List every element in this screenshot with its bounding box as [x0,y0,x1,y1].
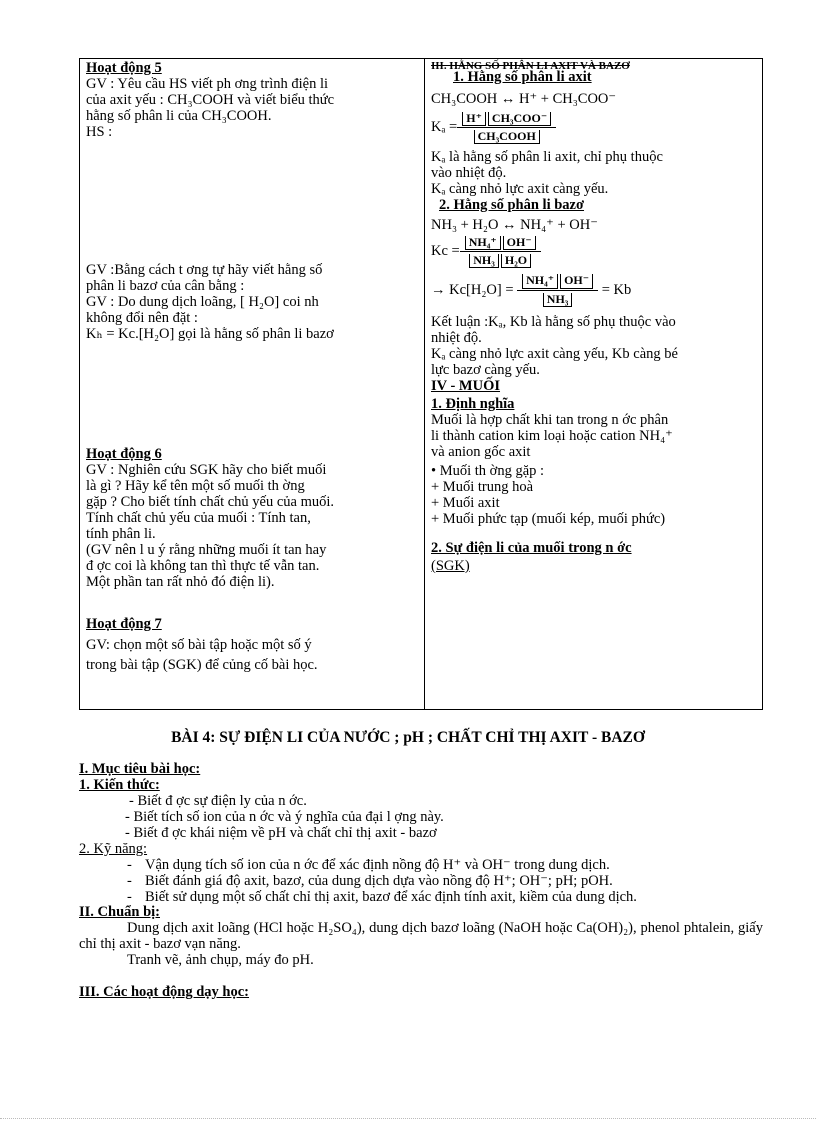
kc-formula [431,236,754,268]
activity-5-line: hằng số phân li của CH₃COOH. [86,107,272,124]
preparation-line: Tranh vẽ, ảnh chụp, máy đo pH. [127,952,314,969]
knowledge-item: - Biết tích số ion của n ớc và ý nghĩa của đại l ợng này. [125,808,444,825]
skills-item: - Vận dụng tích số ion của n ớc để xác định nồng độ H⁺ và OH⁻ trong dung dịch. [127,856,610,873]
base-line: GV : Do dung dịch loãng, [ H₂O] coi nh [86,293,319,310]
activity-6-line: Tính chất chủ yếu của muối : Tính tan, [86,509,311,526]
base-line: GV :Bằng cách t ơng tự hãy viết hằng số [86,262,323,278]
sgk-reference: (SGK) [431,557,470,574]
acid-equation: CH₃COOH ↔ H⁺ + CH₃COO⁻ [431,91,617,108]
lesson-table [79,58,763,710]
activity-6-line: GV : Nghiên cứu SGK hãy cho biết muối [86,461,327,478]
acid-constant-heading: 1. Hằng số phân li axit [453,69,592,86]
knowledge-item: - Biết đ ợc khái niệm về pH và chất chỉ thị axit - bazơ [125,824,437,841]
activity-6-heading: Hoạt động 6 [86,446,162,462]
activity-5-line: HS : [86,123,113,140]
activity-6-line: tính phân li. [86,525,156,542]
kc-num-hydroxide: OH⁻ [503,236,536,250]
kc-num-ammonium: NH₄⁺ [465,236,501,250]
knowledge-heading: 1. Kiến thức: [79,776,160,793]
conclusion-line: Kết luận :Kₐ, Kb là hằng số phụ thuộc vào [431,313,676,330]
activity-5-heading: Hoạt động 5 [86,60,162,76]
activity-6 [86,447,416,590]
objectives-heading: I. Mục tiêu bài học: [79,761,201,777]
activity-6-line: là gì ? Hãy kể tên một số muối th ờng [86,477,305,494]
salt-line: + Muối axit [431,495,500,512]
base-constant-heading: 2. Hằng số phân li bazơ [439,197,585,214]
activity-5-line: của axit yếu : CH₃COOH và viết biểu thức [86,91,335,108]
section-4-heading: IV - MUỐI [431,377,501,394]
kb-formula [431,274,754,306]
base-line: không đổi nên đặt : [86,309,198,326]
activity-6-line: đ ợc coi là không tan thì thực tế vẫn tan. [86,557,320,574]
section-3 [431,60,754,575]
content-column [425,59,762,709]
ka-num-h: H⁺ [462,112,486,126]
activity-7-line: GV: chọn một số bài tập hoặc một số ý [86,636,312,653]
ka-formula [431,112,754,144]
page-bottom-divider [0,1118,816,1119]
salt-line: • Muối th ờng gặp : [431,463,545,480]
activity-6-line: gặp ? Cho biết tính chất chủ yếu của muối. [86,493,335,510]
ka-label: Kₐ = [431,119,458,136]
kc-fraction [460,236,541,268]
conclusion-line: lực bazơ càng yếu. [431,361,540,378]
base-constant-block [86,263,416,343]
conclusion-line: Kₐ càng nhỏ lực axit càng yếu, Kb càng bé [431,345,678,362]
definition-line: Muối là hợp chất khi tan trong n ớc phân [431,412,669,429]
kc-label: Kc = [431,243,460,260]
skills-item: - Biết đánh giá độ axit, bazơ, của dung dịch dựa vào nồng độ H⁺; OH⁻; pH; pOH. [127,872,613,889]
ka-fraction [457,112,556,144]
activity-7 [86,617,416,674]
ka-num-acetate: CH₃COO⁻ [488,112,551,126]
kb-den: NH₃ [543,293,573,307]
activity-5-line: GV : Yêu cầu HS viết ph ơng trình điện li [86,75,329,92]
skills-item: - Biết sử dụng một số chất chỉ thị axit, bazơ để xác định tính axit, kiềm của dung dịch. [127,888,637,905]
ka-text: Kₐ là hằng số phân li axit, chỉ phụ thuộc [431,149,663,166]
kb-num-hydroxide: OH⁻ [560,274,593,288]
activity-7-line: trong bài tập (SGK) để củng cố bài học. [86,656,318,673]
skills-heading: 2. Kỹ năng: [79,840,148,857]
ka-den: CH₃COOH [474,130,540,144]
activity-6-line: (GV nên l u ý rằng những muối ít tan hay [86,541,327,558]
preparation-heading: II. Chuẩn bị: [79,904,160,921]
kb-num-ammonium: NH₄⁺ [522,274,558,288]
salt-ionization-heading: 2. Sự điện li của muối trong n ớc [431,539,632,556]
section-3-heading: III. HẰNG SỐ PHÂN LI AXIT VÀ BAZƠ [431,60,630,72]
definition-heading: 1. Định nghĩa [431,396,515,413]
conclusion-line: nhiệt độ. [431,329,482,346]
activities-heading: III. Các hoạt động dạy học: [79,984,249,1001]
base-equation: NH₃ + H₂O ↔ NH₄⁺ + OH⁻ [431,217,598,234]
salt-line: + Muối phức tạp (muối kép, muối phức) [431,511,666,528]
kb-fraction [517,274,598,306]
activity-7-heading: Hoạt động 7 [86,616,162,632]
lesson-title: BÀI 4: SỰ ĐIỆN LI CỦA NƯỚC ; pH ; CHẤT CHỈ THỊ AXIT - BAZƠ [171,729,645,746]
salt-line: + Muối trung hoà [431,479,534,496]
base-line: phân li bazơ của cân bằng : [86,277,245,294]
teacher-activity-column [80,59,425,709]
definition-line: và anion gốc axit [431,444,531,461]
ka-text: Kₐ càng nhỏ lực axit càng yếu. [431,181,609,198]
kb-suffix: = Kb [601,281,632,298]
kb-prefix: → Kc[H₂O] = [431,281,514,298]
objectives-section [79,762,763,1001]
kc-den-water: H₂O [501,254,531,268]
preparation-line: Dung dịch axit loãng (HCl hoặc H₂SO₄), dung dịch bazơ loãng (NaOH hoặc Ca(OH)₂), phenol phtalein, giấy chỉ thị axit - bazơ vạn năng. [79,920,763,953]
activity-5 [86,61,416,141]
definition-line: li thành cation kim loại hoặc cation NH₄⁺ [431,428,673,445]
knowledge-item: - Biết đ ợc sự điện ly của n ớc. [129,792,307,809]
base-line: Kₕ = Kc.[H₂O] gọi là hằng số phân li bazơ [86,325,334,342]
kc-den-ammonia: NH₃ [469,254,499,268]
ka-text: vào nhiệt độ. [431,165,507,182]
activity-6-line: Một phần tan rất nhỏ đó điện li). [86,573,275,590]
